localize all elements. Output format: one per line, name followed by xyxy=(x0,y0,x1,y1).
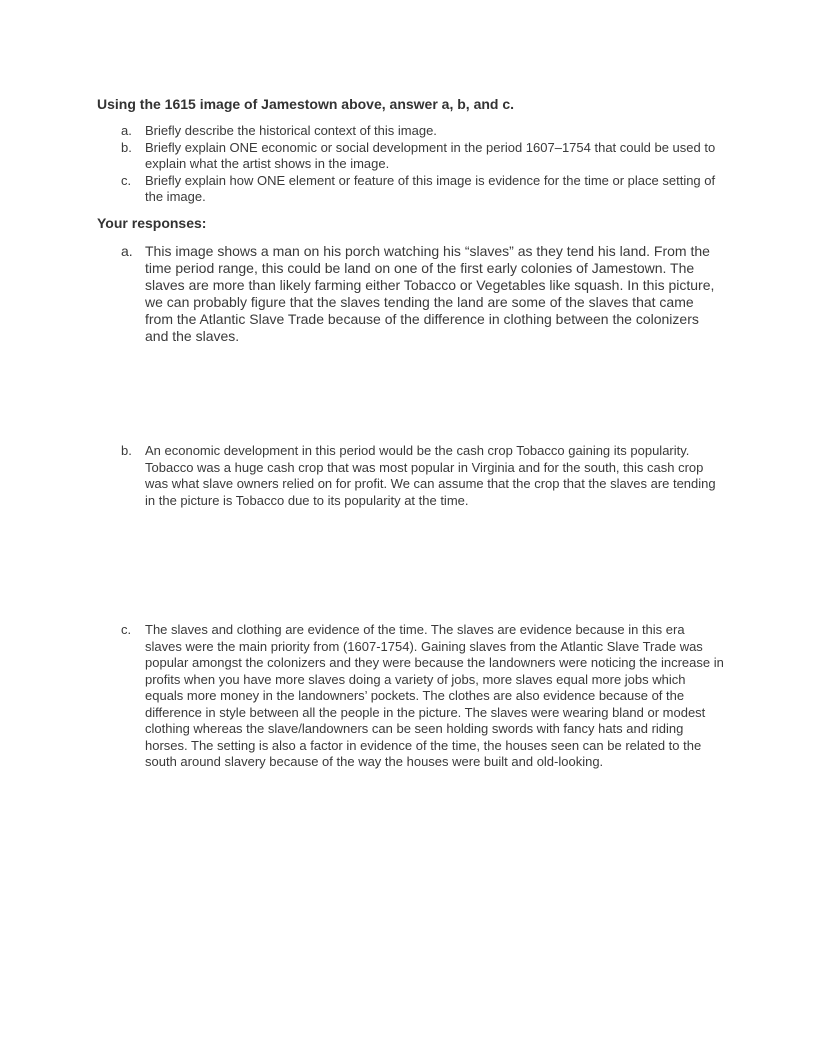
question-marker: b. xyxy=(121,139,132,155)
response-item-a xyxy=(0,243,820,345)
prompt-heading: Using the 1615 image of Jamestown above, answer a, b, and c. xyxy=(97,96,515,112)
response-text: The slaves and clothing are evidence of the time. The slaves are evidence because in this era slaves were the main priority from (1607-1754). Gaining slaves from the Atlantic Slave Trade was popular amongst the colonizers and they were because the landowners were noticing the increase in profits when you have more slaves doing a variety of jobs, more slaves equal more jobs which equals more money in the landowners’ pockets. The clothes are also evidence because of the difference in style between all the people in the picture. The slaves were wearing bland or modest clothing whereas the slave/landowners can be seen holding swords with fancy hats and riding horses. The setting is also a factor in evidence of the time, the houses seen can be related to the south around slavery because of the way the houses were built and old-looking. xyxy=(145,622,724,769)
response-text: This image shows a man on his porch watching his “slaves” as they tend his land. From the time period range, this could be land on one of the first early colonies of Jamestown. The slaves are more than likely farming either Tobacco or Vegetables like squash. In this picture, we can probably figure that the slaves tending the land are some of the slaves that came from the Atlantic Slave Trade because of the difference in clothing between the colonizers and the slaves. xyxy=(145,243,715,344)
responses-heading: Your responses: xyxy=(97,215,207,231)
question-text: Briefly explain how ONE element or feature of this image is evidence for the time or place setting of the image. xyxy=(145,172,716,204)
question-text: Briefly explain ONE economic or social development in the period 1607–1754 that could be used to explain what the artist shows in the image. xyxy=(145,139,716,171)
response-item-b xyxy=(0,443,820,509)
question-list xyxy=(0,123,820,206)
response-marker: a. xyxy=(121,243,133,259)
response-item-c xyxy=(0,622,820,771)
response-marker: c. xyxy=(121,622,132,637)
question-item-a xyxy=(0,123,820,140)
question-item-b xyxy=(0,140,820,173)
question-marker: a. xyxy=(121,123,132,138)
response-text: An economic development in this period would be the cash crop Tobacco gaining its popularity. Tobacco was a huge cash crop that was most popular in Virginia and for the south, this cash crop was what slave owners relied on for profit. We can assume that the crop that the slaves are tending in the picture is Tobacco due to its popularity at the time. xyxy=(145,443,716,508)
question-text: Briefly describe the historical context of this image. xyxy=(145,123,437,138)
question-marker: c. xyxy=(121,172,132,188)
response-marker: b. xyxy=(121,443,132,458)
question-item-c xyxy=(0,173,820,206)
